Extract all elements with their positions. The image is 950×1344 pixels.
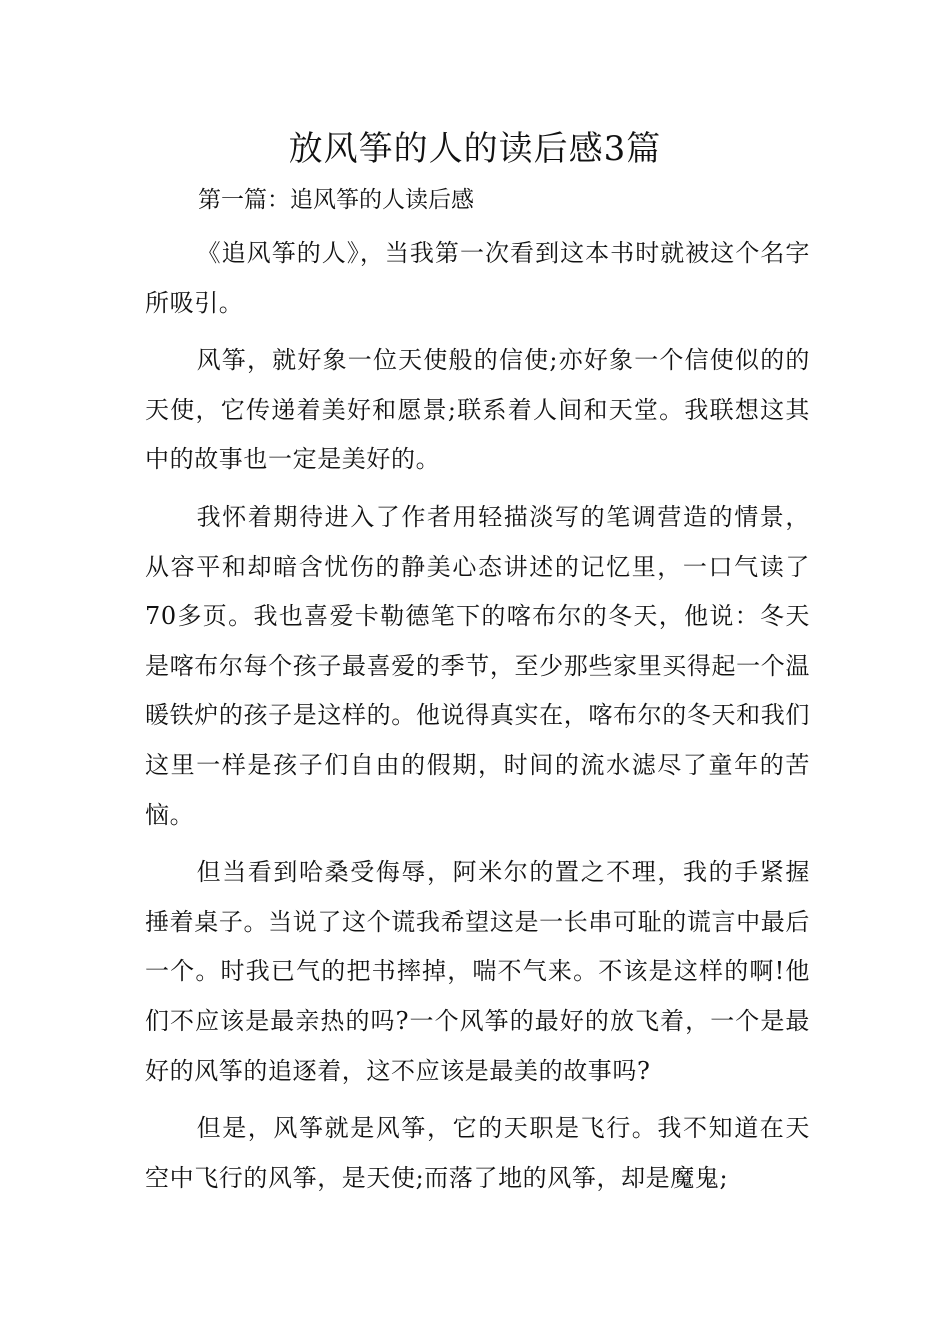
document-title: 放风筝的人的读后感3篇: [288, 129, 662, 169]
document-body: [145, 229, 810, 1211]
paragraph-4: 但当看到哈桑受侮辱，阿米尔的置之不理，我的手紧握捶着桌子。当说了这个谎我希望这是一长串可耻的谎言中最后一个。时我已气的把书摔掉，喘不气来。不该是这样的啊!他们不应该是最亲热的吗?一个风筝的最好的放飞着，一个是最好的风筝的追逐着，这不应该是最美的故事吗?: [145, 858, 810, 1085]
paragraph-1: 《追风筝的人》，当我第一次看到这本书时就被这个名字所吸引。: [145, 239, 810, 317]
section-heading: 第一篇：追风筝的人读后感: [198, 187, 474, 213]
paragraph-2: 风筝，就好象一位天使般的信使;亦好象一个信使似的的天使，它传递着美好和愿景;联系着人间和天堂。我联想这其中的故事也一定是美好的。: [145, 346, 810, 474]
paragraph-3: 我怀着期待进入了作者用轻描淡写的笔调营造的情景，从容平和却暗含忧伤的静美心态讲述的记忆里，一口气读了70多页。我也喜爱卡勒德笔下的喀布尔的冬天，他说：冬天是喀布尔每个孩子最喜爱的季节，至少那些家里买得起一个温暖铁炉的孩子是这样的。他说得真实在，喀布尔的冬天和我们这里一样是孩子们自由的假期，时间的流水滤尽了童年的苦恼。: [145, 502, 810, 829]
paragraph-5: 但是，风筝就是风筝，它的天职是飞行。我不知道在天空中飞行的风筝，是天使;而落了地的风筝，却是魔鬼;: [145, 1114, 810, 1192]
